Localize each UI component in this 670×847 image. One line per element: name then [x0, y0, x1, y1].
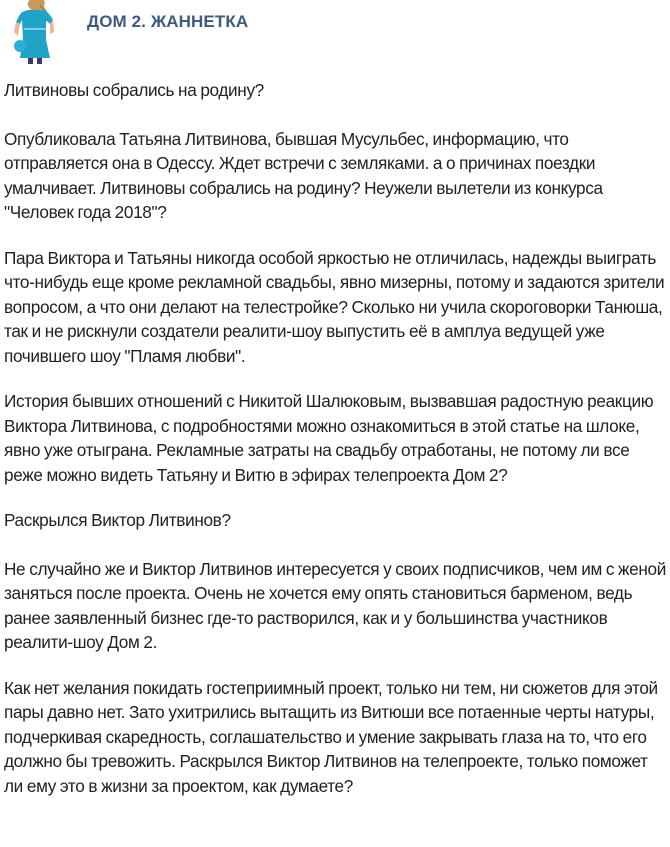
article-paragraph: Пара Виктора и Татьяны никогда особой яркостью не отличилась, надежды выиграть что-нибудь еще кроме рекламной свадьбы, явно мизерны, потому и задаются зрители вопросом, а что они делают на телестройке? Сколько ни учила скороговорки Танюша, так и не рискнули создатели реалити-шоу выпустить её в амплуа ведущей уже почившего шоу "Пламя любви".	[4, 247, 665, 366]
channel-header	[0, 0, 670, 70]
channel-avatar[interactable]	[6, 0, 64, 64]
article-paragraph: Не случайно же и Виктор Литвинов интересуется у своих подписчиков, чем им с женой заняться после проекта. Очень не хочется ему опять становиться барменом, ведь ранее заявленный бизнес где-то растворился, как и у большинства участников реалити-шоу Дом 2.	[4, 558, 666, 652]
article-body	[4, 78, 666, 819]
channel-title[interactable]: ДОМ 2. ЖАННЕТКА	[87, 12, 249, 31]
article-paragraph: История бывших отношений с Никитой Шалюковым, вызвавшая радостную реакцию Виктора Литвинова, с подробностями можно ознакомиться в этой статье на шлоке, явно уже отыграна. Рекламные затраты на свадьбу отработаны, не потому ли все реже можно видеть Татьяну и Витю в эфирах телепроекта Дом 2?	[4, 391, 654, 485]
article-subheading: Раскрылся Виктор Литвинов?	[4, 510, 231, 530]
article-paragraph: Как нет желания покидать гостеприимный проект, только ни тем, ни сюжетов для этой пары давно нет. Зато ухитрились вытащить из Витюши все потаенные черты натуры, подчеркивая скаредность, соглашательство и умение закрывать глаза на то, что его должно бы тревожить. Раскрылся Виктор Литвинов на телепроекте, только поможет ли ему это в жизни за проектом, как думаете?	[4, 677, 658, 796]
girl-in-blue-dress-icon	[6, 0, 64, 64]
article-subheading: Литвиновы собрались на родину?	[4, 80, 264, 100]
article-paragraph: Опубликовала Татьяна Литвинова, бывшая Мусульбес, информацию, что отправляется она в Одессу. Ждет встречи с земляками. а о причинах поездки умалчивает. Литвиновы собрались на родину? Неужели вылетели из конкурса "Человек года 2018"?	[4, 128, 603, 222]
